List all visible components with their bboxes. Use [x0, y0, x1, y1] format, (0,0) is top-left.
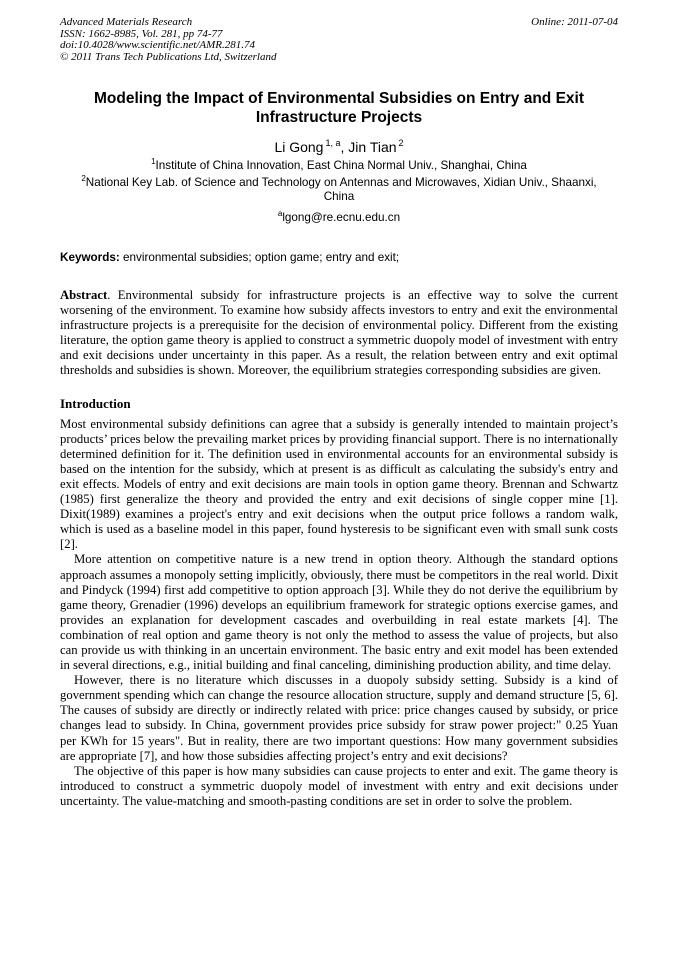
issn-volume-pages: ISSN: 1662-8985, Vol. 281, pp 74-77: [60, 27, 223, 40]
affiliation-line-2: [76, 176, 602, 204]
journal-header-left: [60, 17, 276, 63]
copyright-line: © 2011 Trans Tech Publications Ltd, Switzerland: [60, 50, 277, 63]
affiliation-superscript-1: 1: [151, 157, 156, 167]
affiliation-text-2: National Key Lab. of Science and Technology on Antennas and Microwaves, Xidian Univ., Shaanxi, China: [85, 176, 597, 203]
abstract-paragraph: [60, 288, 618, 379]
keywords-text: environmental subsidies; option game; entry and exit;: [119, 251, 400, 264]
author-name-second: Jin Tian: [348, 139, 397, 155]
abstract-text: . Environmental subsidy for infrastructure projects is an effective way to solve the current worsening of the environment. To examine how subsidy affects investors to entry and exit the environmental infrastructure projects is a prerequisite for the decision of environmental policy. Different from the existing literature, the option game theory is applied to construct a symmetric duopoly model of investment with entry and exit decisions under uncertainty in this paper. As a result, the relation between entry and exit optimal thresholds and subsidies is shown. Moreover, the equilibrium strategies corresponding subsidies are given.: [60, 288, 618, 378]
authors-separator: ,: [340, 139, 349, 155]
online-date: Online: 2011-07-04: [531, 16, 618, 28]
author-superscript-second: 2: [398, 138, 404, 149]
affiliation-superscript-2: 2: [81, 174, 86, 184]
affiliation-text-1: Institute of China Innovation, East China Normal Univ., Shanghai, China: [155, 159, 527, 172]
authors-line: [0, 139, 678, 156]
abstract-label: Abstract: [60, 288, 108, 302]
email-address: lgong@re.ecnu.edu.cn: [282, 211, 401, 224]
keywords-label: Keywords:: [60, 251, 120, 264]
introduction-paragraph-3: However, there is no literature which discusses in a duopoly subsidy setting. Subsidy is a kind of government spending which can change the resource allocation structure, supply and demand structure [5, 6]. The causes of subsidy are directly or indirectly related with price: price changes caused by subsidy, or price changes lead to subsidy. In China, government provides price subsidy for straw power project:" 0.25 Yuan per KWh for 15 years". But in reality, there are two important questions: How many government subsidies are appropriate [7], and how those subsidies affecting project’s entry and exit decisions?: [60, 673, 618, 763]
section-heading-introduction: Introduction: [60, 395, 131, 411]
introduction-paragraph-2: More attention on competitive nature is a new trend in option theory. Although the standard options approach assumes a monopoly setting implicitly, obviously, there must be competitors in the real world. Dixit and Pindyck (1994) first add competitive to option approach [3]. While they do not derive the equilibrium by game theory, Grenadier (1996) develops an equilibrium framework for strategic options exercise games, and provides an explanation for development cascades and overbuilding in real estate markets [4]. The combination of real option and game theory is not only the method to assess the value of projects, but also can provide us with thinking in an uncertain environment. The basic entry and exit model has been extended in several directions, e.g., initial building and final canceling, diminishing production ability, and time delay.: [60, 552, 618, 673]
paper-title: Modeling the Impact of Environmental Subsidies on Entry and Exit Infrastructure Projects: [93, 90, 585, 126]
keywords-line: [60, 251, 618, 265]
journal-header: [60, 17, 618, 63]
email-line: [0, 211, 678, 225]
doi-line: doi:10.4028/www.scientific.net/AMR.281.74: [60, 39, 256, 51]
introduction-paragraph-1: Most environmental subsidy definitions can agree that a subsidy is generally intended to maintain project’s products’ prices below the prevailing market prices by providing financial support. There is no internationally determined definition for it. The definition used in environmental accounts for an environmental subsidy is based on the intention for the subsidy, which at present is as difficult as calculating the subsidy's entry and exit effects. Models of entry and exit decisions are main tools in option game theory. Brennan and Schwartz (1985) first generalize the theory and provided the entry and exit decisions of single copper mine [1]. Dixit(1989) examines a project's entry and exit decisions when the output price follows a random walk, which is used as a baseline model in this paper, found hysteresis to be significant even with small sunk costs [2].: [60, 416, 618, 552]
email-superscript: a: [277, 209, 283, 219]
affiliation-line-1: [76, 159, 602, 173]
introduction-paragraph-4: The objective of this paper is how many subsidies can cause projects to enter and exit. The game theory is introduced to construct a symmetric duopoly model of investment with entry and exit decisions under uncertainty. The value-matching and smooth-pasting conditions are set in order to solve the problem.: [60, 763, 618, 808]
author-superscript-first: 1, a: [325, 138, 341, 149]
author-name-first: Li Gong: [274, 139, 324, 155]
journal-name: Advanced Materials Research: [60, 16, 193, 28]
